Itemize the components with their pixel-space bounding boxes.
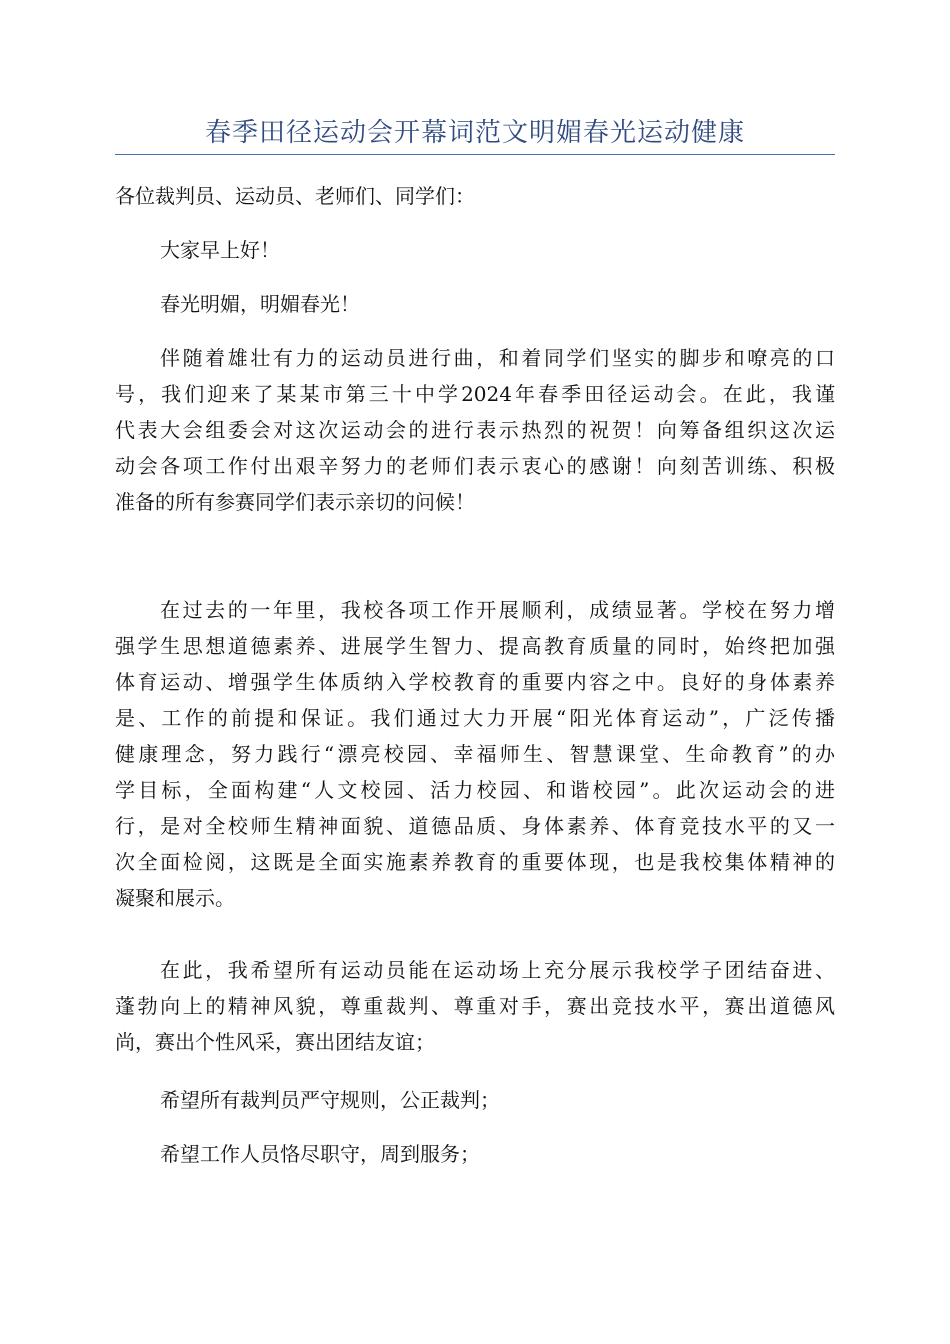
paragraph-line: 伴随着雄壮有力的运动员进行曲，和着同学们坚实的脚步和嘹亮的口 — [160, 346, 835, 370]
salutation — [115, 178, 835, 214]
paragraph-line: 在过去的一年里，我校各项工作开展顺利，成绩显著。学校在努力增 — [160, 598, 835, 622]
paragraph-line: 蓬勃向上的精神风貌，尊重裁判、尊重对手，赛出竞技水平，赛出道德风 — [115, 994, 835, 1018]
paragraph-line: 代表大会组委会对这次运动会的进行表示热烈的祝贺！向筹备组织这次运 — [115, 418, 835, 442]
paragraph-line: 次全面检阅，这既是全面实施素养教育的重要体现，也是我校集体精神的 — [115, 850, 835, 874]
paragraph-line: 体育运动、增强学生体质纳入学校教育的重要内容之中。良好的身体素养 — [115, 670, 835, 694]
title-underline — [115, 154, 835, 155]
paragraph-line: 行，是对全校师生精神面貌、道德品质、身体素养、体育竞技水平的又一 — [115, 814, 835, 838]
paragraph-line: 凝聚和展示。 — [115, 886, 235, 910]
greeting-line: 大家早上好！ — [160, 238, 280, 262]
wish-referees — [115, 1082, 880, 1118]
paragraph-line: 准备的所有参赛同学们表示亲切的问候！ — [115, 490, 475, 514]
wish-staff-line: 希望工作人员恪尽职守，周到服务； — [160, 1142, 480, 1166]
exclaim-line: 春光明媚，明媚春光！ — [160, 292, 360, 316]
paragraph-line: 强学生思想道德素养、进展学生智力、提高教育质量的同时，始终把加强 — [115, 634, 835, 658]
paragraph-opening — [115, 340, 835, 520]
wish-referees-line: 希望所有裁判员严守规则，公正裁判； — [160, 1088, 500, 1112]
paragraph-line: 尚，赛出个性风采，赛出团结友谊； — [115, 1030, 435, 1054]
paragraph-line: 是、工作的前提和保证。我们通过大力开展“阳光体育运动”，广泛传播 — [115, 706, 835, 730]
greeting — [115, 232, 880, 268]
exclaim — [115, 286, 880, 322]
paragraph-athletes — [115, 952, 835, 1060]
paragraph-line: 在此，我希望所有运动员能在运动场上充分展示我校学子团结奋进、 — [160, 958, 835, 982]
document-title: 春季田径运动会开幕词范文明媚春光运动健康 — [204, 118, 745, 148]
wish-staff — [115, 1136, 880, 1172]
paragraph-line: 健康理念，努力践行“漂亮校园、幸福师生、智慧课堂、生命教育”的办 — [115, 742, 835, 766]
paragraph-line: 动会各项工作付出艰辛努力的老师们表示衷心的感谢！向刻苦训练、积极 — [115, 454, 835, 478]
salutation-line: 各位裁判员、运动员、老师们、同学们： — [115, 184, 475, 208]
paragraph-line: 学目标，全面构建“人文校园、活力校园、和谐校园”。此次运动会的进 — [115, 778, 835, 802]
paragraph-past-year — [115, 592, 835, 916]
paragraph-line: 号，我们迎来了某某市第三十中学2024年春季田径运动会。在此，我谨 — [115, 382, 835, 406]
